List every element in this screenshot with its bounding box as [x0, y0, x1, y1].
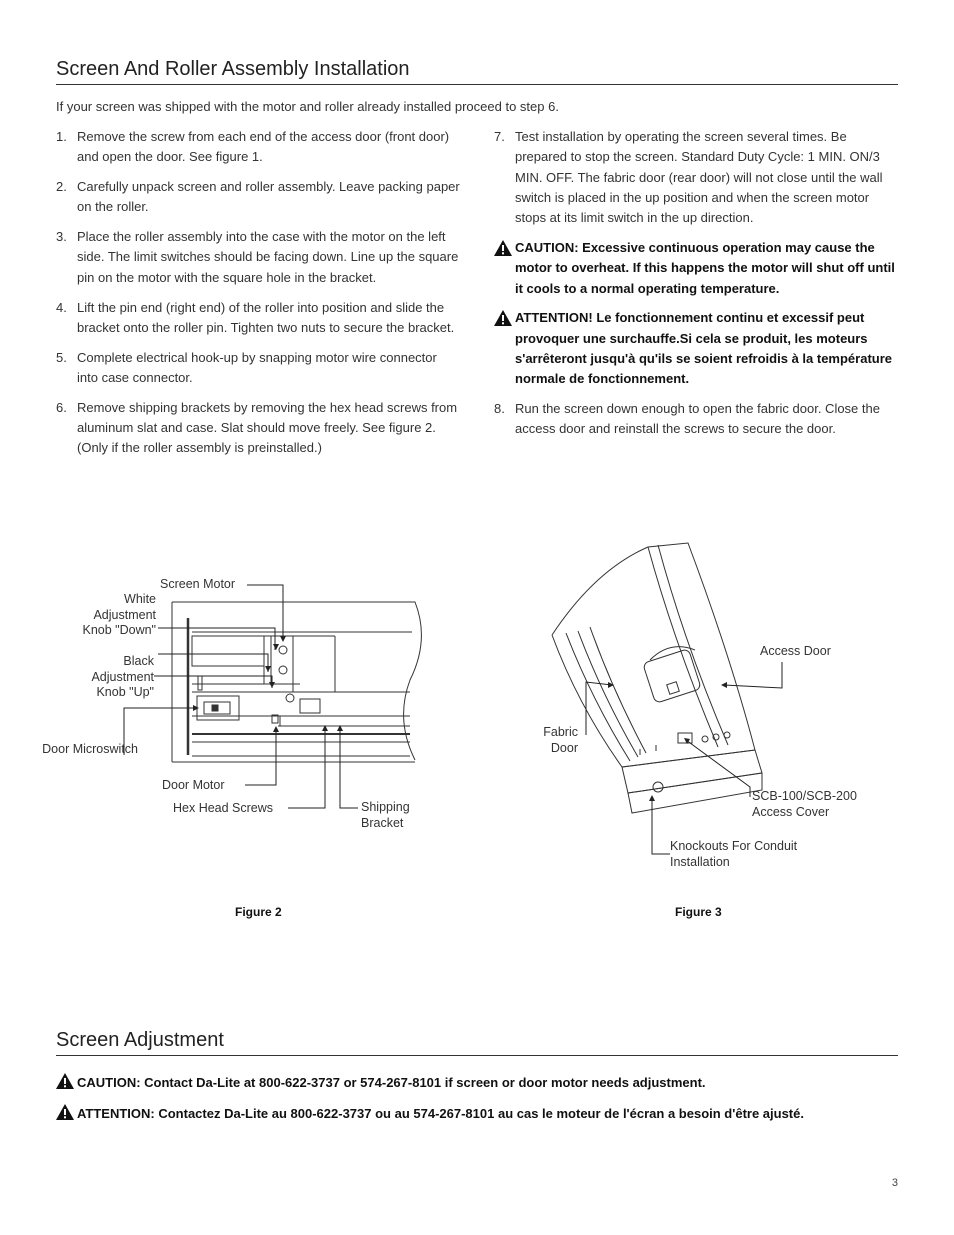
caution-english — [494, 238, 899, 299]
caution-text: ATTENTION! Le fonctionnement continu et excessif peut provoquer une surchauffe.Si cela se produit, les moteurs s'arrêteront jusqu'à qu'ils se soient refroidis à la température normale de fonctionnement. — [515, 310, 892, 387]
label-hex-head-screws: Hex Head Screws — [173, 801, 274, 815]
section-title-installation: Screen And Roller Assembly Installation — [56, 58, 898, 85]
label-white-knob: White Adjustment Knob "Down" — [82, 592, 156, 637]
step-text: Place the roller assembly into the case with the motor on the left side. The limit switches should be facing down. Line up the square pin on the motor with the square hole in the bracket. — [77, 229, 459, 285]
steps-right-column — [494, 127, 899, 449]
adjust-caution-english — [56, 1073, 706, 1092]
step-item — [494, 399, 899, 440]
caution-text: CAUTION: Excessive continuous operation may cause the motor to overheat. If this happens the motor will shut off until it cools to a normal operating temperature. — [515, 239, 895, 296]
caution-text: ATTENTION: Contactez Da-Lite au 800-622-3737 ou au 574-267-8101 au cas le moteur de l'écran a besoin d'être ajusté. — [77, 1106, 804, 1121]
figure-3-caption: Figure 3 — [675, 905, 722, 919]
step-item — [56, 298, 461, 339]
label-access-door: Access Door — [760, 644, 831, 658]
page-number: 3 — [891, 1177, 898, 1189]
step-item — [494, 127, 899, 228]
step-text: Complete electrical hook-up by snapping motor wire connector into case connector. — [77, 349, 437, 385]
warning-triangle-icon — [56, 1104, 77, 1123]
step-text: Test installation by operating the screen several times. Be prepared to stop the screen. Standard Duty Cycle: 1 MIN. ON/3 MIN. OFF. The fabric door (rear door) will not close until the wall switch is placed in the up position and when the screen motor stops at its limit switch in the up direction. — [515, 129, 883, 226]
label-shipping-bracket: Shipping Bracket — [361, 800, 410, 830]
step-number: 1. — [56, 129, 67, 144]
step-item — [56, 227, 461, 288]
step-number: 8. — [494, 401, 505, 417]
step-text: Run the screen down enough to open the fabric door. Close the access door and reinstall the screws to secure the door. — [515, 401, 880, 437]
step-number: 4. — [56, 299, 67, 315]
step-item — [56, 127, 461, 168]
step-number: 2. — [56, 179, 67, 195]
figure-2-caption: Figure 2 — [235, 905, 282, 919]
step-text: Remove shipping brackets by removing the hex head screws from aluminum slat and case. Slat should move freely. See figure 2. (Only if the roller assembly is preinstalled.) — [77, 399, 458, 456]
label-access-cover: SCB-100/SCB-200 Access Cover — [752, 789, 857, 819]
warning-triangle-icon — [494, 308, 515, 389]
intro-text: If your screen was shipped with the motor and roller already installed proceed to step 6. — [56, 99, 559, 114]
caution-text: CAUTION: Contact Da-Lite at 800-622-3737 or 574-267-8101 if screen or door motor needs adjustment. — [77, 1075, 706, 1090]
steps-left-column — [56, 127, 461, 468]
step-text: Carefully unpack screen and roller assembly. Leave packing paper on the roller. — [77, 179, 460, 215]
adjust-caution-french — [56, 1104, 804, 1123]
step-item — [56, 398, 461, 459]
step-item — [56, 177, 461, 218]
label-door-motor: Door Motor — [162, 778, 225, 792]
label-screen-motor: Screen Motor — [160, 577, 236, 591]
warning-triangle-icon — [56, 1073, 77, 1092]
step-text: Remove the screw from each end of the access door (front door) and open the door. See figure 1. — [77, 129, 450, 165]
label-fabric-door: Fabric Door — [543, 725, 578, 755]
label-black-knob: Black Adjustment Knob "Up" — [91, 654, 154, 699]
step-item — [56, 348, 461, 389]
step-text: Lift the pin end (right end) of the roller into position and slide the bracket onto the roller pin. Tighten two nuts to secure the bracket. — [77, 299, 455, 335]
label-knockouts: Knockouts For Conduit Installation — [670, 839, 798, 869]
section-title-adjustment: Screen Adjustment — [56, 1029, 898, 1056]
step-number: 6. — [56, 399, 67, 415]
warning-triangle-icon — [494, 238, 515, 299]
step-number: 7. — [494, 129, 505, 144]
step-number: 3. — [56, 229, 67, 245]
label-door-microswitch: Door Microswitch — [42, 742, 138, 756]
step-number: 5. — [56, 349, 67, 365]
caution-french — [494, 308, 899, 389]
